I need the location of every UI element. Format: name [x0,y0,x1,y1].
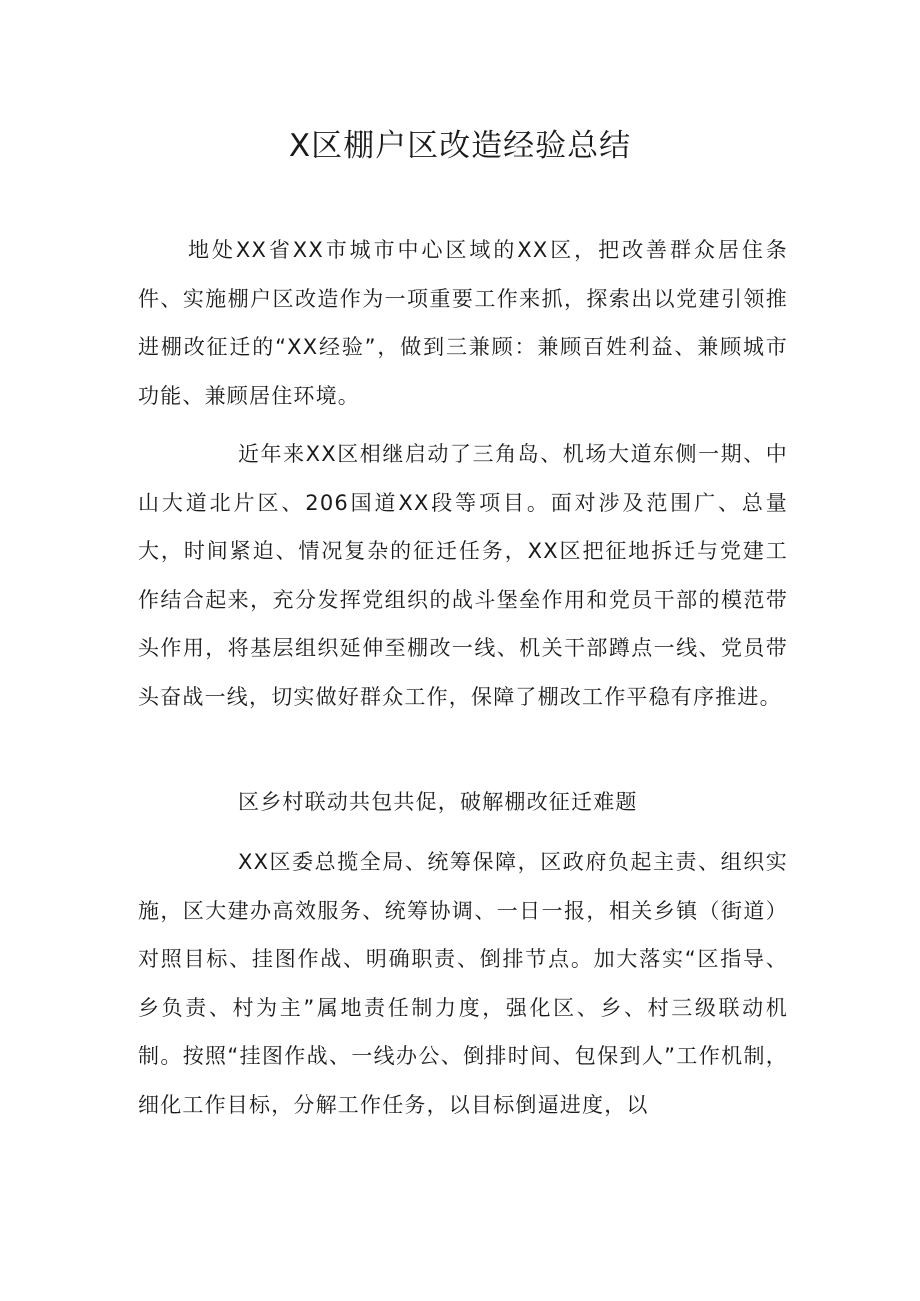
paragraph-projects [138,430,788,722]
document-title: X区棚户区改造经验总结 [288,128,632,164]
paragraph-text: XX区委总揽全局、统筹保障，区政府负起主责、组织实施，区大建办高效服务、统筹协调、一日一报，相关乡镇（街道）对照目标、挂图作战、明确职责、倒排节点。加大落实“区指导、乡负责、村为主”属地责任制力度，强化区、乡、村三级联动机制。按照“挂图作战、一线办公、倒排时间、包保到人”工作机制，细化工作目标，分解工作任务，以目标倒逼进度，以 [138,850,788,1117]
paragraph-linkage [138,838,788,1130]
paragraph-text: 地处XX省XX市城市中心区域的XX区，把改善群众居住条件、实施棚户区改造作为一项重要工作来抓，探索出以党建引领推进棚改征迁的“XX经验”，做到三兼顾：兼顾百姓利益、兼顾城市功能、兼顾居住环境。 [138,238,788,408]
paragraph-intro [138,226,788,420]
paragraph-text: 近年来XX区相继启动了三角岛、机场大道东侧一期、中山大道北片区、206国道XX段等项目。面对涉及范围广、总量大，时间紧迫、情况复杂的征迁任务，XX区把征地拆迁与党建工作结合起来，充分发挥党组织的战斗堡垒作用和党员干部的模范带头作用，将基层组织延伸至棚改一线、机关干部蹲点一线、党员带头奋战一线，切实做好群众工作，保障了棚改工作平稳有序推进。 [138,442,788,709]
section-heading: 区乡村联动共包共促，破解棚改征迁难题 [238,790,638,814]
